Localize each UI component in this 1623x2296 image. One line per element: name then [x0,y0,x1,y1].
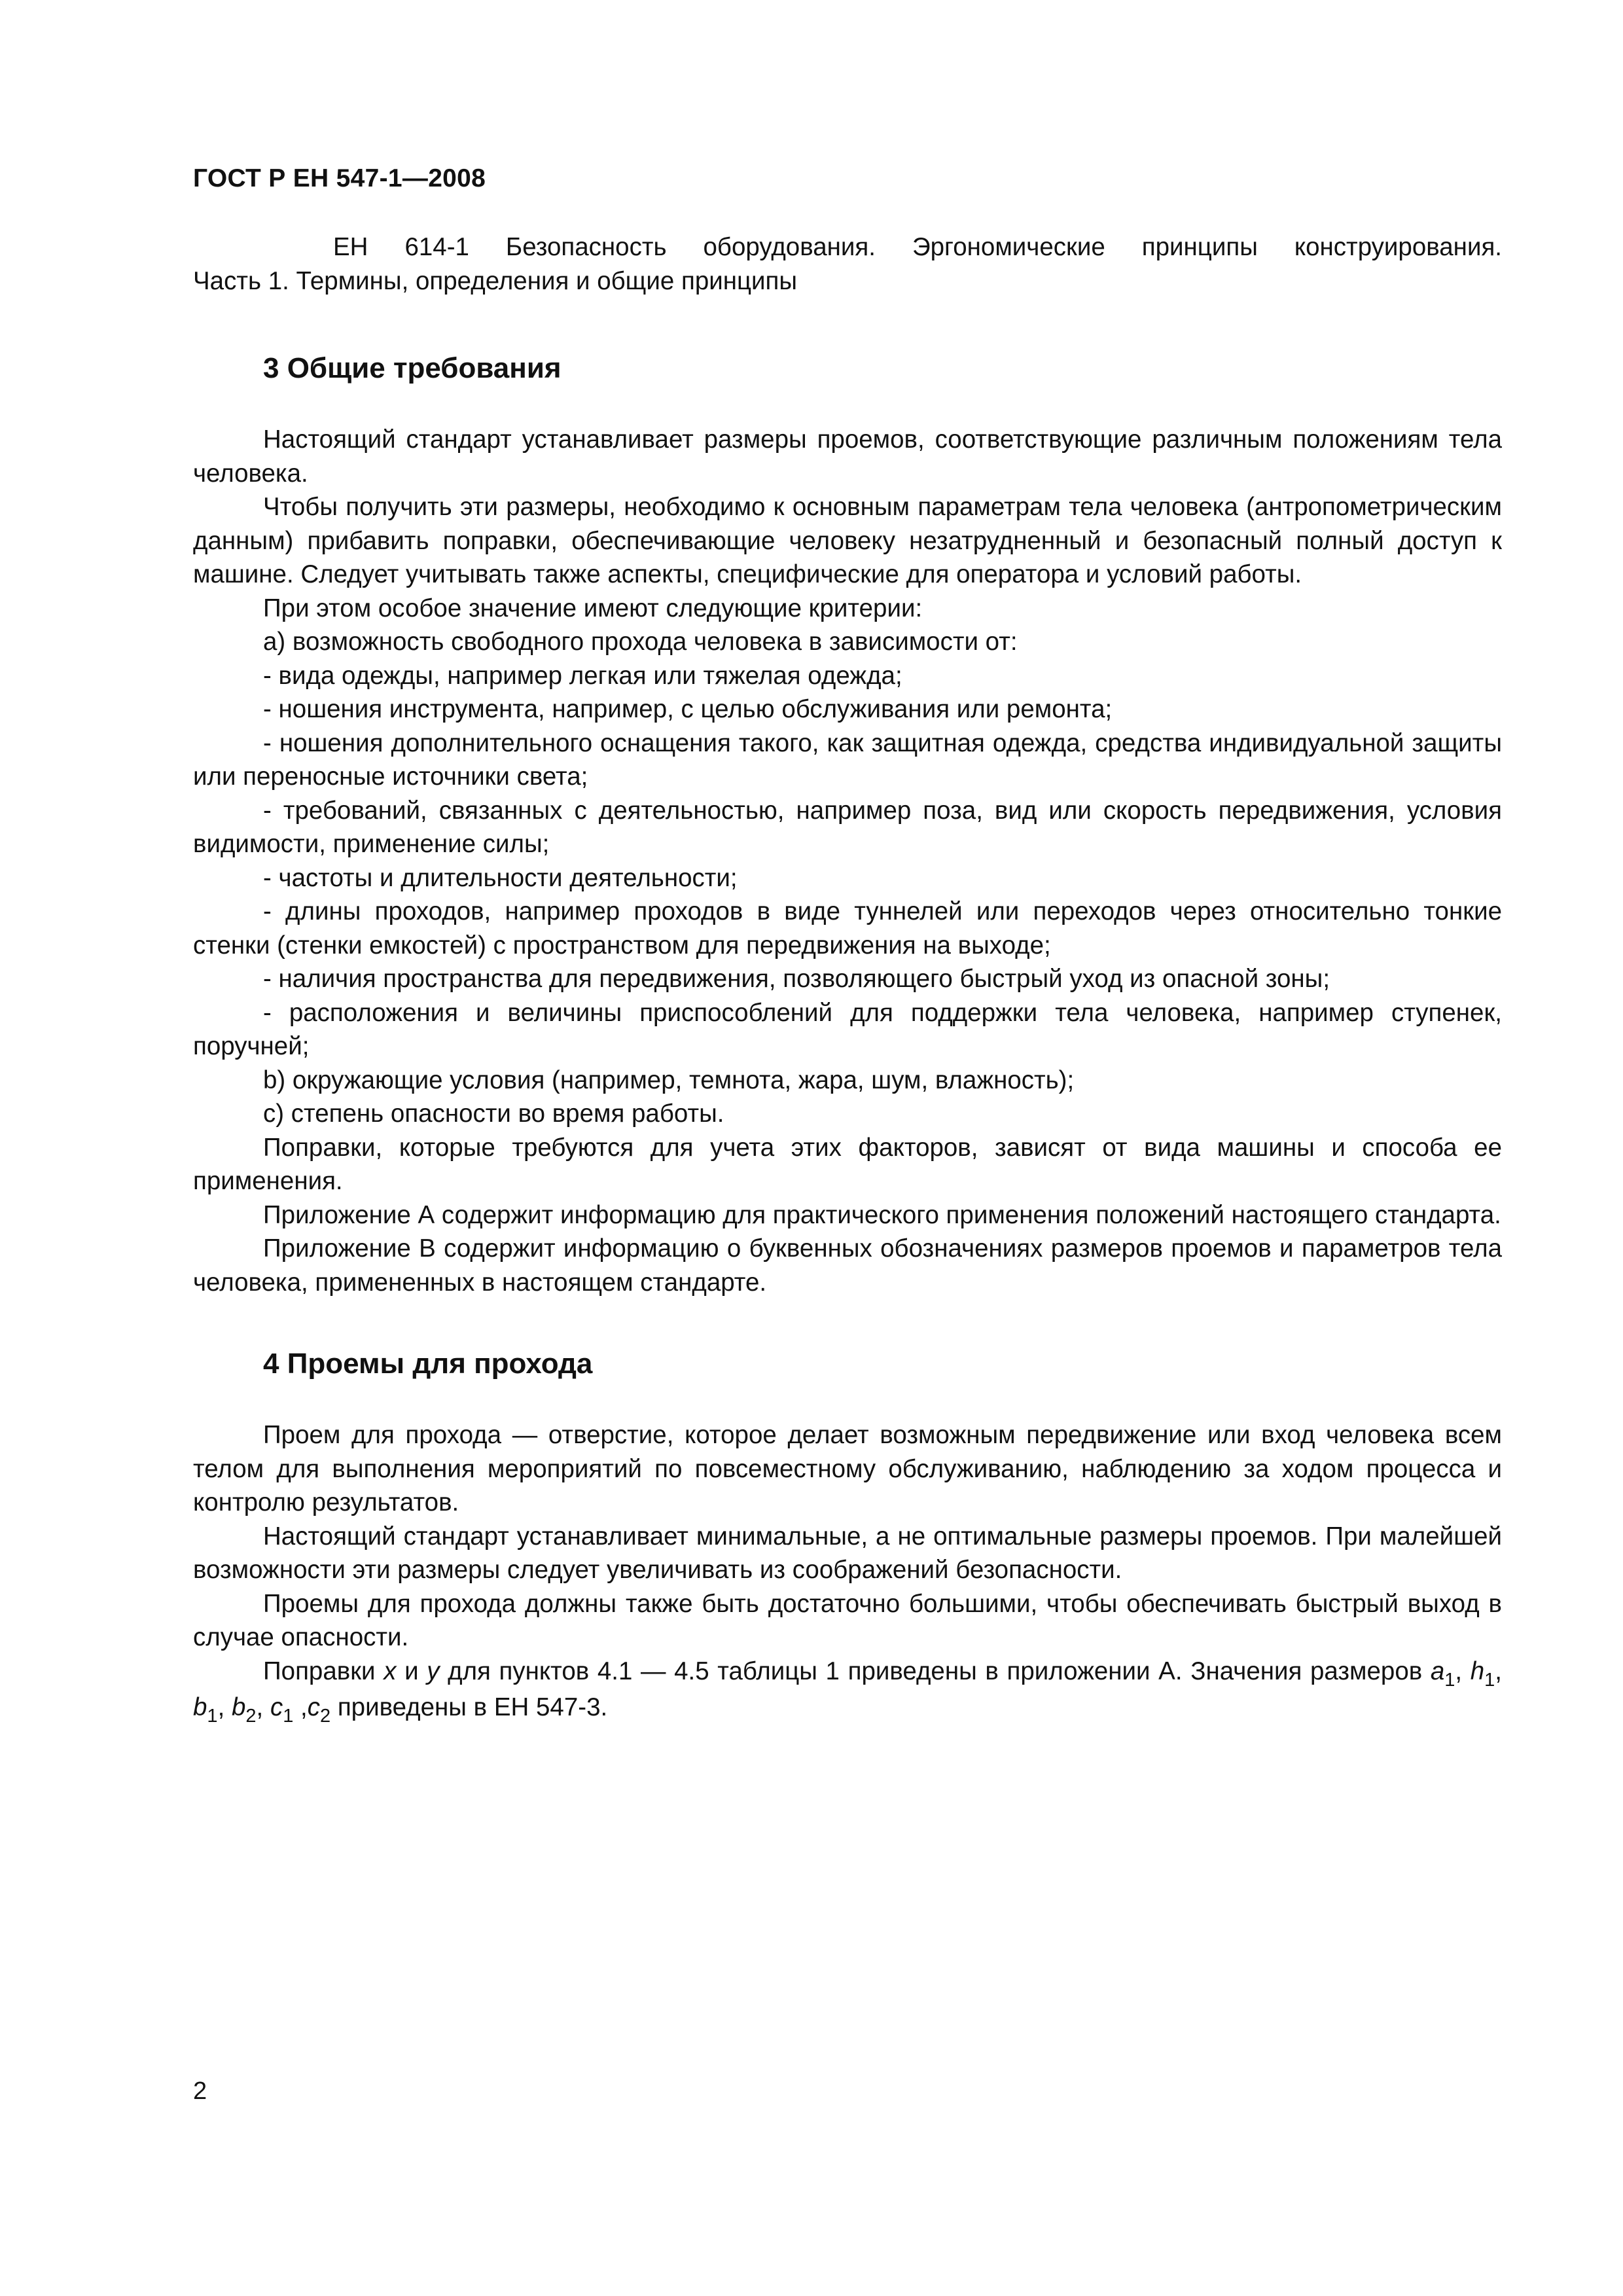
section-4-title: 4 Проемы для прохода [263,1348,593,1380]
symbol-x: x [383,1657,397,1685]
list-item: - требований, связанных с деятельностью, например поза, вид или скорость передвижения, условия видимости, применение силы; [193,796,1502,858]
reference-en614-line2: Часть 1. Термины, определения и общие принципы [193,266,798,295]
symbol-y: y [427,1657,440,1685]
criteria-intro: При этом особое значение имеют следующие критерии: [263,594,923,622]
section-4-definition: Проем для прохода — отверстие, которое делает возможным передвижение или вход человека всем телом для выполнения мероприятий по повсеместному обслуживанию, наблюдению за ходом процесса и контролю результатов. [193,1421,1502,1516]
symbol-c1: $c_1$ [270,1693,294,1727]
annex-a-paragraph: Приложение А содержит информацию для практического применения положений настоящего стандарта. [263,1200,1501,1229]
list-item: - ношения инструмента, например, с целью обслуживания или ремонта; [263,695,1113,723]
corrections-paragraph: Поправки, которые требуются для учета этих факторов, зависят от вида машины и способа ее применения. [193,1133,1502,1195]
symbol-a1: $a_1$ [1430,1657,1455,1691]
page-number: 2 [193,2077,207,2105]
list-item: - расположения и величины приспособлений для поддержки тела человека, например ступенек, поручней; [193,998,1502,1060]
list-item: - наличия пространства для передвижения, позволяющего быстрый уход из опасной зоны; [263,965,1330,993]
document-header: ГОСТ Р ЕН 547-1—2008 [193,164,486,192]
criterion-b: b) окружающие условия (например, темнота, жара, шум, влажность); [263,1066,1075,1094]
section-3-paragraph: Чтобы получить эти размеры, необходимо к основным параметрам тела человека (антропометрическим данным) прибавить поправки, обеспечивающие человеку незатрудненный и безопасный полный доступ к машине. Следует учитывать также аспекты, специфические для оператора и условий работы. [193,493,1502,588]
list-item: - вида одежды, например легкая или тяжелая одежда; [263,661,902,690]
symbol-h1: $h_1$ [1470,1657,1495,1691]
section-4-min-sizes: Настоящий стандарт устанавливает минимальные, а не оптимальные размеры проемов. При малейшей возможности эти размеры следует увеличивать из соображений безопасности. [193,1522,1502,1584]
symbol-b2: $b_2$ [231,1693,257,1727]
section-3-title: 3 Общие требования [263,352,562,384]
reference-en614 [193,230,1502,298]
section-3-intro: Настоящий стандарт устанавливает размеры проемов, соответствующие различным положениям тела человека. [193,425,1502,488]
list-item: - ношения дополнительного оснащения такого, как защитная одежда, средства индивидуальной защиты или переносные источники света; [193,728,1502,791]
document-body [193,230,1502,1727]
list-item: - длины проходов, например проходов в виде туннелей или переходов через относительно тонкие стенки (стенки емкостей) с пространством для передвижения на выходе; [193,897,1502,960]
document-page [193,0,1502,2296]
section-4-exit: Проемы для прохода должны также быть достаточно большими, чтобы обеспечивать быстрый выход в случае опасности. [193,1589,1502,1651]
annex-b-paragraph: Приложение В содержит информацию о буквенных обозначениях размеров проемов и параметров тела человека, примененных в настоящем стандарте. [193,1234,1502,1297]
list-item: - частоты и длительности деятельности; [263,863,738,892]
symbol-b1: $b_1$ [193,1693,218,1727]
reference-en614-line1: ЕН 614-1 Безопасность оборудования. Эргономические принципы конструирования. [333,233,1502,261]
section-4-corrections: Поправки x и y для пунктов 4.1 — 4.5 таблицы 1 приведены в приложении А. Значения размеров $a_1$, $h_1$, $b_1$, $b_2$, $c_1$ $,c_2$ приведены в ЕН 547-3. [193,1657,1502,1727]
criterion-c: c) степень опасности во время работы. [263,1100,724,1128]
criterion-a: a) возможность свободного прохода человека в зависимости от: [263,628,1018,656]
symbol-c2: $c_2$ [307,1693,331,1727]
